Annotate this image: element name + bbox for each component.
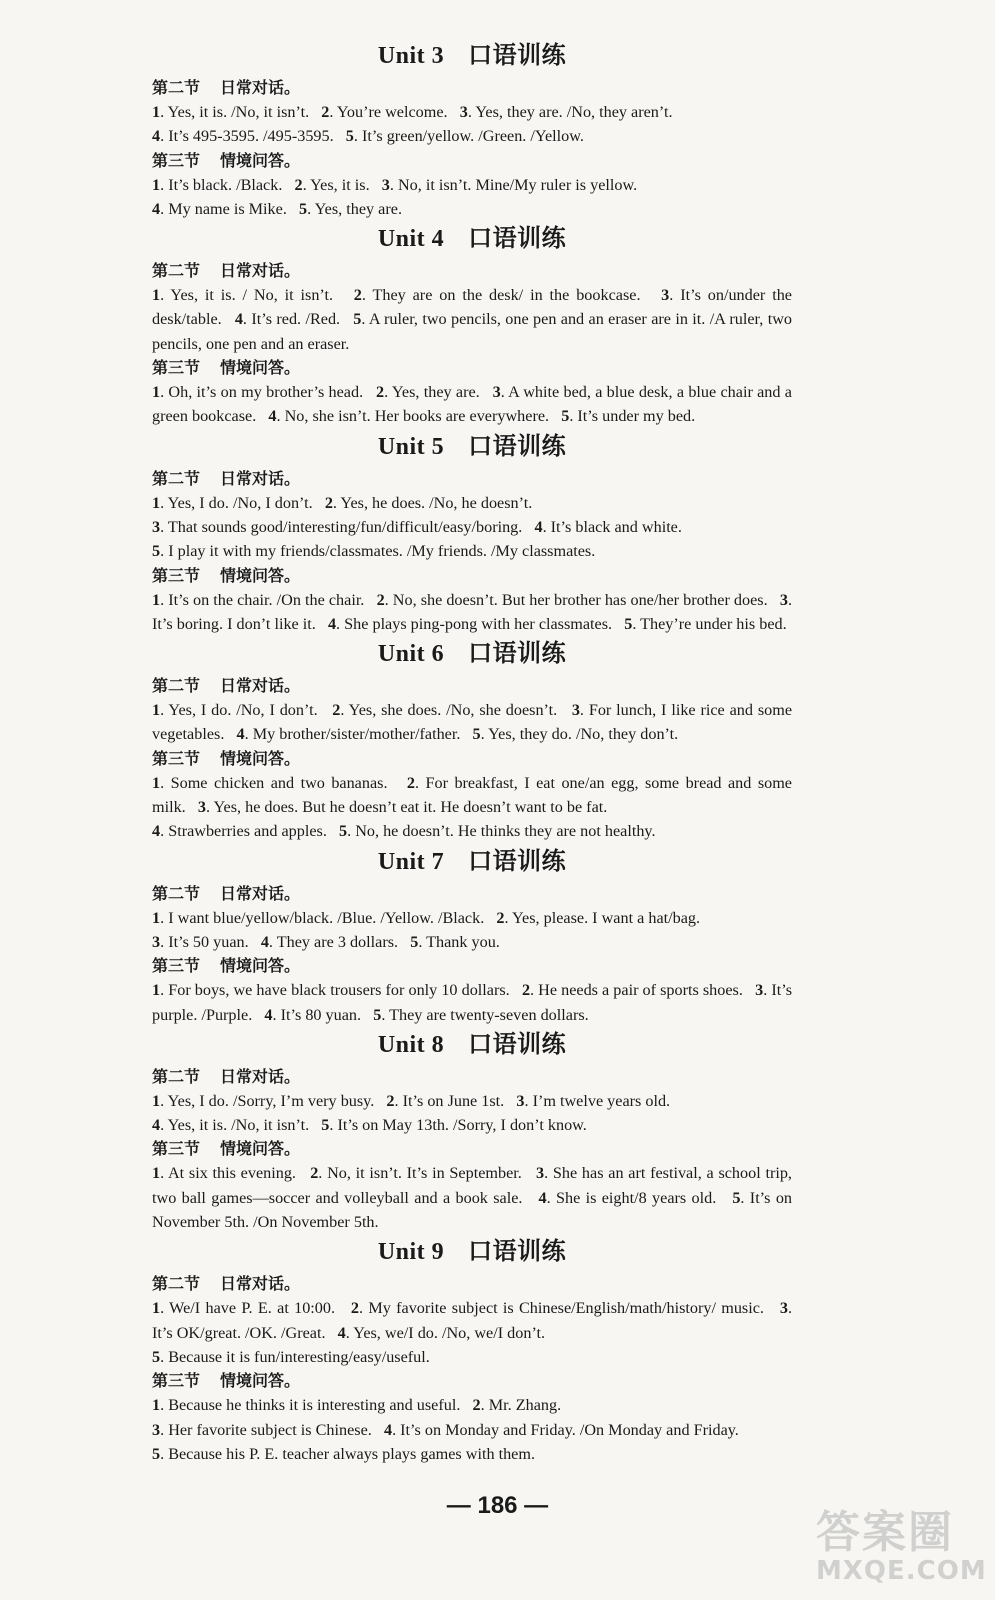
section-subtitle: 日常对话。	[220, 261, 301, 281]
answer-paragraph: 3. It’s 50 yuan. 4. They are 3 dollars. 5. Thank you.	[152, 932, 500, 951]
answer-paragraph: 1. Yes, it is. /No, it isn’t. 2. You’re welcome. 3. Yes, they are. /No, they aren’t.	[152, 103, 673, 121]
section-number: 第三节	[152, 358, 201, 378]
section-subtitle: 情境问答。	[220, 565, 301, 585]
unit-number: Unit 5	[377, 433, 445, 460]
unit-number: Unit 3	[377, 43, 445, 69]
section-subtitle: 情境问答。	[220, 1371, 301, 1391]
section-title	[152, 467, 792, 491]
section-subtitle: 日常对话。	[220, 676, 301, 696]
answer-paragraph: 1. I want blue/yellow/black. /Blue. /Yellow. /Black. 2. Yes, please. I want a hat/bag.	[152, 908, 701, 927]
unit-label: 口语训练	[468, 641, 567, 668]
unit-block	[152, 1027, 792, 1234]
unit-label: 口语训练	[468, 226, 567, 253]
section-number: 第二节	[152, 468, 201, 488]
answer-paragraph: 4. Strawberries and apples. 5. No, he doesn’t. He thinks they are not healthy.	[152, 822, 656, 841]
unit-block	[152, 844, 792, 1027]
answer-paragraph: 5. Because it is fun/interesting/easy/useful.	[152, 1347, 430, 1366]
section-subtitle: 日常对话。	[220, 883, 301, 903]
unit-title	[152, 221, 792, 257]
section-title	[152, 149, 792, 173]
section-subtitle: 情境问答。	[220, 150, 301, 170]
section-subtitle: 情境问答。	[220, 1139, 301, 1159]
unit-label: 口语训练	[468, 848, 567, 875]
section-number: 第二节	[152, 1274, 201, 1294]
unit-number: Unit 4	[377, 226, 445, 253]
unit-label: 口语训练	[468, 433, 567, 460]
watermark-text-top: 答案圈	[816, 1507, 954, 1558]
section-subtitle: 日常对话。	[220, 1274, 301, 1294]
section-subtitle: 日常对话。	[220, 468, 301, 488]
answer-paragraph: 1. For boys, we have black trousers for only 10 dollars. 2. He needs a pair of sports shoes. 3. It’s purple. /Purple. 4. It’s 80 yuan. 5. They are twenty-seven dollars.	[152, 981, 793, 1024]
section-subtitle: 情境问答。	[220, 956, 301, 976]
section-subtitle: 日常对话。	[220, 78, 301, 97]
section-number: 第二节	[152, 1066, 201, 1086]
section-number: 第三节	[152, 1371, 201, 1391]
unit-label: 口语训练	[468, 43, 567, 69]
answer-paragraph: 1. We/I have P. E. at 10:00. 2. My favorite subject is Chinese/English/math/history/ music. 3. It’s OK/great. /OK. /Great. 4. Yes, we/I do. /No, we/I don’t.	[152, 1299, 792, 1342]
answer-paragraph: 1. At six this evening. 2. No, it isn’t. It’s in September. 3. She has an art festival, a school trip, two ball games—soccer and volleyball and a book sale. 4. She is eight/8 years old. 5. It’s on November 5th. /On November 5th.	[152, 1164, 793, 1232]
section-title	[152, 1369, 792, 1393]
section-subtitle: 日常对话。	[220, 1066, 301, 1086]
answer-paragraph: 1. Yes, I do. /Sorry, I’m very busy. 2. It’s on June 1st. 3. I’m twelve years old.	[152, 1091, 671, 1110]
answer-paragraph: 4. My name is Mike. 5. Yes, they are.	[152, 199, 402, 218]
unit-title	[152, 38, 792, 74]
section-number: 第三节	[152, 956, 201, 976]
answer-paragraph: 4. Yes, it is. /No, it isn’t. 5. It’s on May 13th. /Sorry, I don’t know.	[152, 1116, 587, 1135]
answer-paragraph: 5. Because his P. E. teacher always plays games with them.	[152, 1444, 536, 1463]
unit-block	[152, 38, 792, 221]
section-title	[152, 259, 792, 283]
section-title	[152, 882, 792, 906]
watermark-logo	[816, 1496, 986, 1592]
answer-document	[152, 38, 792, 1466]
section-title	[152, 1272, 792, 1296]
section-number: 第二节	[152, 261, 201, 281]
section-number: 第三节	[152, 748, 201, 768]
section-title	[152, 1065, 792, 1089]
section-title	[152, 564, 792, 588]
unit-number: Unit 6	[377, 641, 445, 668]
section-title	[152, 954, 792, 978]
section-number: 第三节	[152, 150, 201, 170]
unit-title	[152, 1234, 792, 1270]
section-number: 第二节	[152, 676, 201, 696]
unit-title	[152, 1027, 792, 1063]
section-subtitle: 情境问答。	[220, 748, 301, 768]
section-subtitle: 情境问答。	[220, 358, 301, 378]
section-title	[152, 747, 792, 771]
answer-paragraph: 1. It’s black. /Black. 2. Yes, it is. 3. No, it isn’t. Mine/My ruler is yellow.	[152, 175, 638, 194]
answer-paragraph: 5. I play it with my friends/classmates. /My friends. /My classmates.	[152, 542, 596, 561]
unit-title	[152, 844, 792, 880]
unit-number: Unit 9	[377, 1239, 445, 1266]
unit-title	[152, 429, 792, 465]
unit-label: 口语训练	[468, 1031, 567, 1058]
section-number: 第三节	[152, 1139, 201, 1159]
page-number: — 186 —	[446, 1492, 549, 1519]
unit-number: Unit 8	[377, 1031, 445, 1058]
unit-block	[152, 636, 792, 843]
section-title	[152, 674, 792, 698]
section-title	[152, 356, 792, 380]
section-title	[152, 76, 792, 100]
answer-paragraph: 3. Her favorite subject is Chinese. 4. It’s on Monday and Friday. /On Monday and Friday.	[152, 1420, 739, 1439]
answer-paragraph: 1. Oh, it’s on my brother’s head. 2. Yes, they are. 3. A white bed, a blue desk, a blue chair and a green bookcase. 4. No, she isn’t. Her books are everywhere. 5. It’s under my bed.	[152, 383, 792, 426]
unit-number: Unit 7	[377, 848, 445, 875]
unit-block	[152, 1234, 792, 1466]
section-title	[152, 1137, 792, 1161]
answer-paragraph: 1. Yes, I do. /No, I don’t. 2. Yes, she does. /No, she doesn’t. 3. For lunch, I like rice and some vegetables. 4. My brother/sister/mother/father. 5. Yes, they do. /No, they don’t.	[152, 701, 792, 744]
answer-paragraph: 1. Some chicken and two bananas. 2. For breakfast, I eat one/an egg, some bread and some milk. 3. Yes, he does. But he doesn’t eat it. He doesn’t want to be fat.	[152, 773, 792, 817]
section-number: 第二节	[152, 883, 201, 903]
unit-block	[152, 221, 792, 428]
answer-paragraph: 1. Yes, it is. / No, it isn’t. 2. They are on the desk/ in the bookcase. 3. It’s on/under the desk/table. 4. It’s red. /Red. 5. A ruler, two pencils, one pen and an eraser are in it. /A ruler, two pencils, one pen and an eraser.	[152, 286, 792, 353]
answer-paragraph: 3. That sounds good/interesting/fun/difficult/easy/boring. 4. It’s black and white.	[152, 517, 682, 536]
answer-paragraph: 1. Yes, I do. /No, I don’t. 2. Yes, he does. /No, he doesn’t.	[152, 493, 533, 512]
answer-paragraph: 1. It’s on the chair. /On the chair. 2. No, she doesn’t. But her brother has one/her brother does. 3. It’s boring. I don’t like it. 4. She plays ping-pong with her classmates. 5. They’re under his bed.	[152, 590, 792, 633]
section-number: 第二节	[152, 78, 201, 97]
answer-paragraph: 1. Because he thinks it is interesting and useful. 2. Mr. Zhang.	[152, 1396, 562, 1415]
section-number: 第三节	[152, 565, 201, 585]
watermark-text-bottom: MXQE.COM	[816, 1556, 987, 1586]
unit-label: 口语训练	[468, 1239, 567, 1266]
answer-paragraph: 4. It’s 495-3595. /495-3595. 5. It’s green/yellow. /Green. /Yellow.	[152, 127, 584, 146]
unit-block	[152, 429, 792, 636]
unit-title	[152, 636, 792, 672]
